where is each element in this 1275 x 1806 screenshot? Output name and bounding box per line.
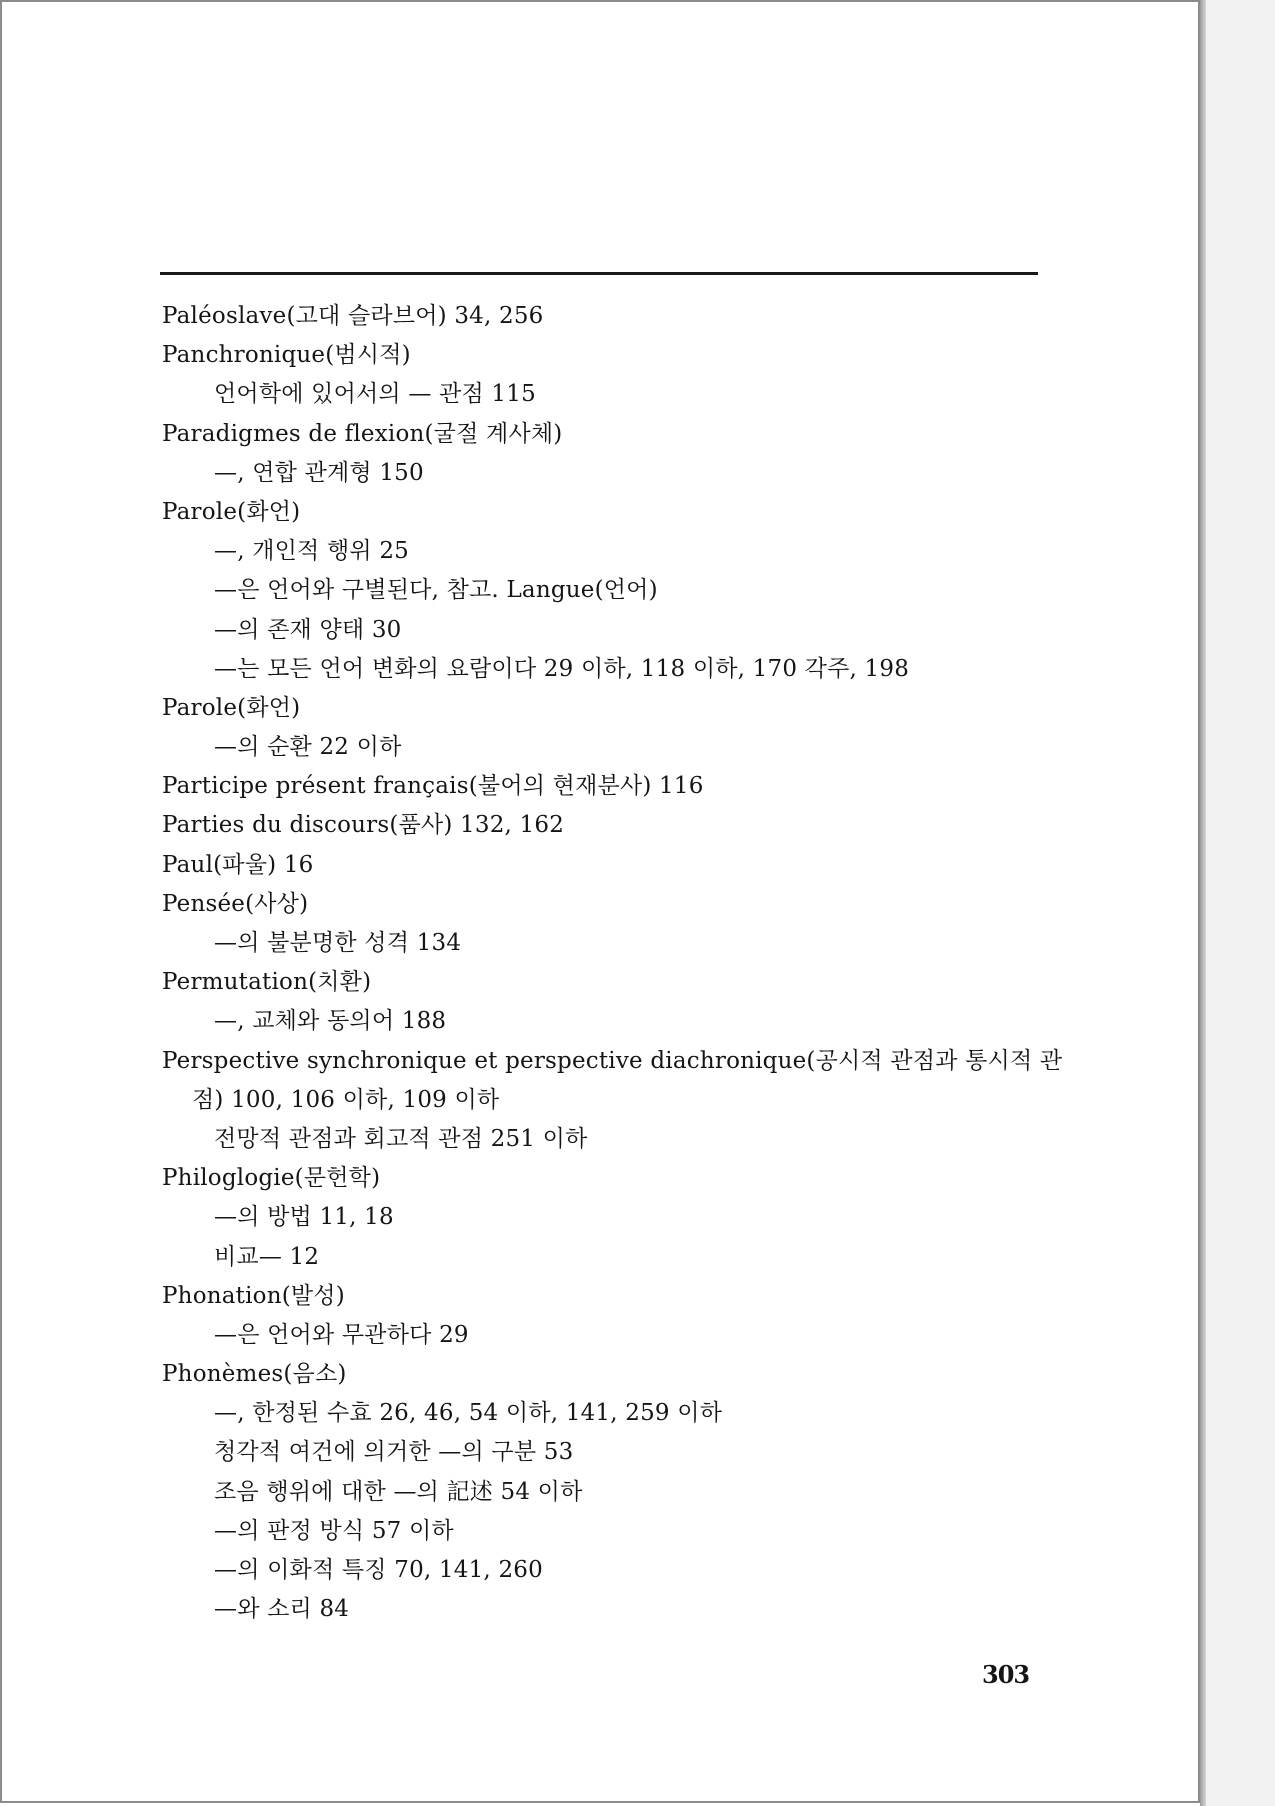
index-subentry: 점) 100, 106 이하, 109 이하 [192, 1086, 500, 1113]
index-entry: Panchronique(범시적) [162, 342, 411, 369]
index-subentry: —의 방법 11, 18 [214, 1204, 394, 1231]
index-entry: Paul(파울) 16 [162, 851, 314, 878]
index-entry: Parole(화언) [162, 498, 301, 525]
index-entry: Phonation(발성) [162, 1282, 345, 1309]
index-subentry: —의 판정 방식 57 이하 [214, 1517, 454, 1544]
header-rule [160, 272, 1038, 275]
index-entry: Parole(화언) [162, 694, 301, 721]
index-subentry: 전망적 관점과 회고적 관점 251 이하 [214, 1125, 588, 1152]
index-entry: Phonèmes(음소) [162, 1361, 347, 1388]
index-entry: Permutation(치환) [162, 969, 372, 996]
page-number: 303 [982, 1660, 1030, 1689]
index-subentry: 비교— 12 [214, 1243, 320, 1270]
index-entry: Paléoslave(고대 슬라브어) 34, 256 [162, 303, 544, 329]
index-subentry: —은 언어와 구별된다, 참고. Langue(언어) [214, 577, 658, 604]
index-subentry: —의 순환 22 이하 [214, 734, 402, 761]
index-subentry: —의 존재 양태 30 [214, 616, 402, 643]
index-entry: Participe présent français(불어의 현재분사) 116 [162, 773, 704, 800]
index-entry: Perspective synchronique et perspective diachronique(공시적 관점과 통시적 관 [162, 1047, 1063, 1074]
index-subentry: —의 이화적 특징 70, 141, 260 [214, 1557, 543, 1583]
index-subentry: 조음 행위에 대한 —의 記述 54 이하 [214, 1478, 583, 1505]
index-subentry: 청각적 여건에 의거한 —의 구분 53 [214, 1439, 574, 1466]
index-subentry: —의 불분명한 성격 134 [214, 930, 462, 956]
index-entry: Paradigmes de flexion(굴절 계사체) [162, 420, 563, 447]
index-entry: Parties du discours(품사) 132, 162 [162, 812, 565, 839]
index-subentry: 언어학에 있어서의 — 관점 115 [214, 381, 536, 408]
index-entry-list [162, 297, 1062, 1629]
index-subentry: —와 소리 84 [214, 1596, 350, 1623]
index-subentry: —, 연합 관계형 150 [214, 459, 424, 486]
index-subentry: —은 언어와 무관하다 29 [214, 1321, 469, 1348]
viewer-background [1206, 0, 1275, 1806]
index-entry: Pensée(사상) [162, 890, 309, 917]
index-subentry: —는 모든 언어 변화의 요람이다 29 이하, 118 이하, 170 각주, 198 [214, 655, 910, 682]
index-entry: Philoglogie(문헌학) [162, 1165, 381, 1192]
index-subentry: —, 개인적 행위 25 [214, 538, 410, 565]
index-subentry: —, 교체와 동의어 188 [214, 1008, 447, 1035]
index-subentry: —, 한정된 수효 26, 46, 54 이하, 141, 259 이하 [214, 1400, 723, 1427]
